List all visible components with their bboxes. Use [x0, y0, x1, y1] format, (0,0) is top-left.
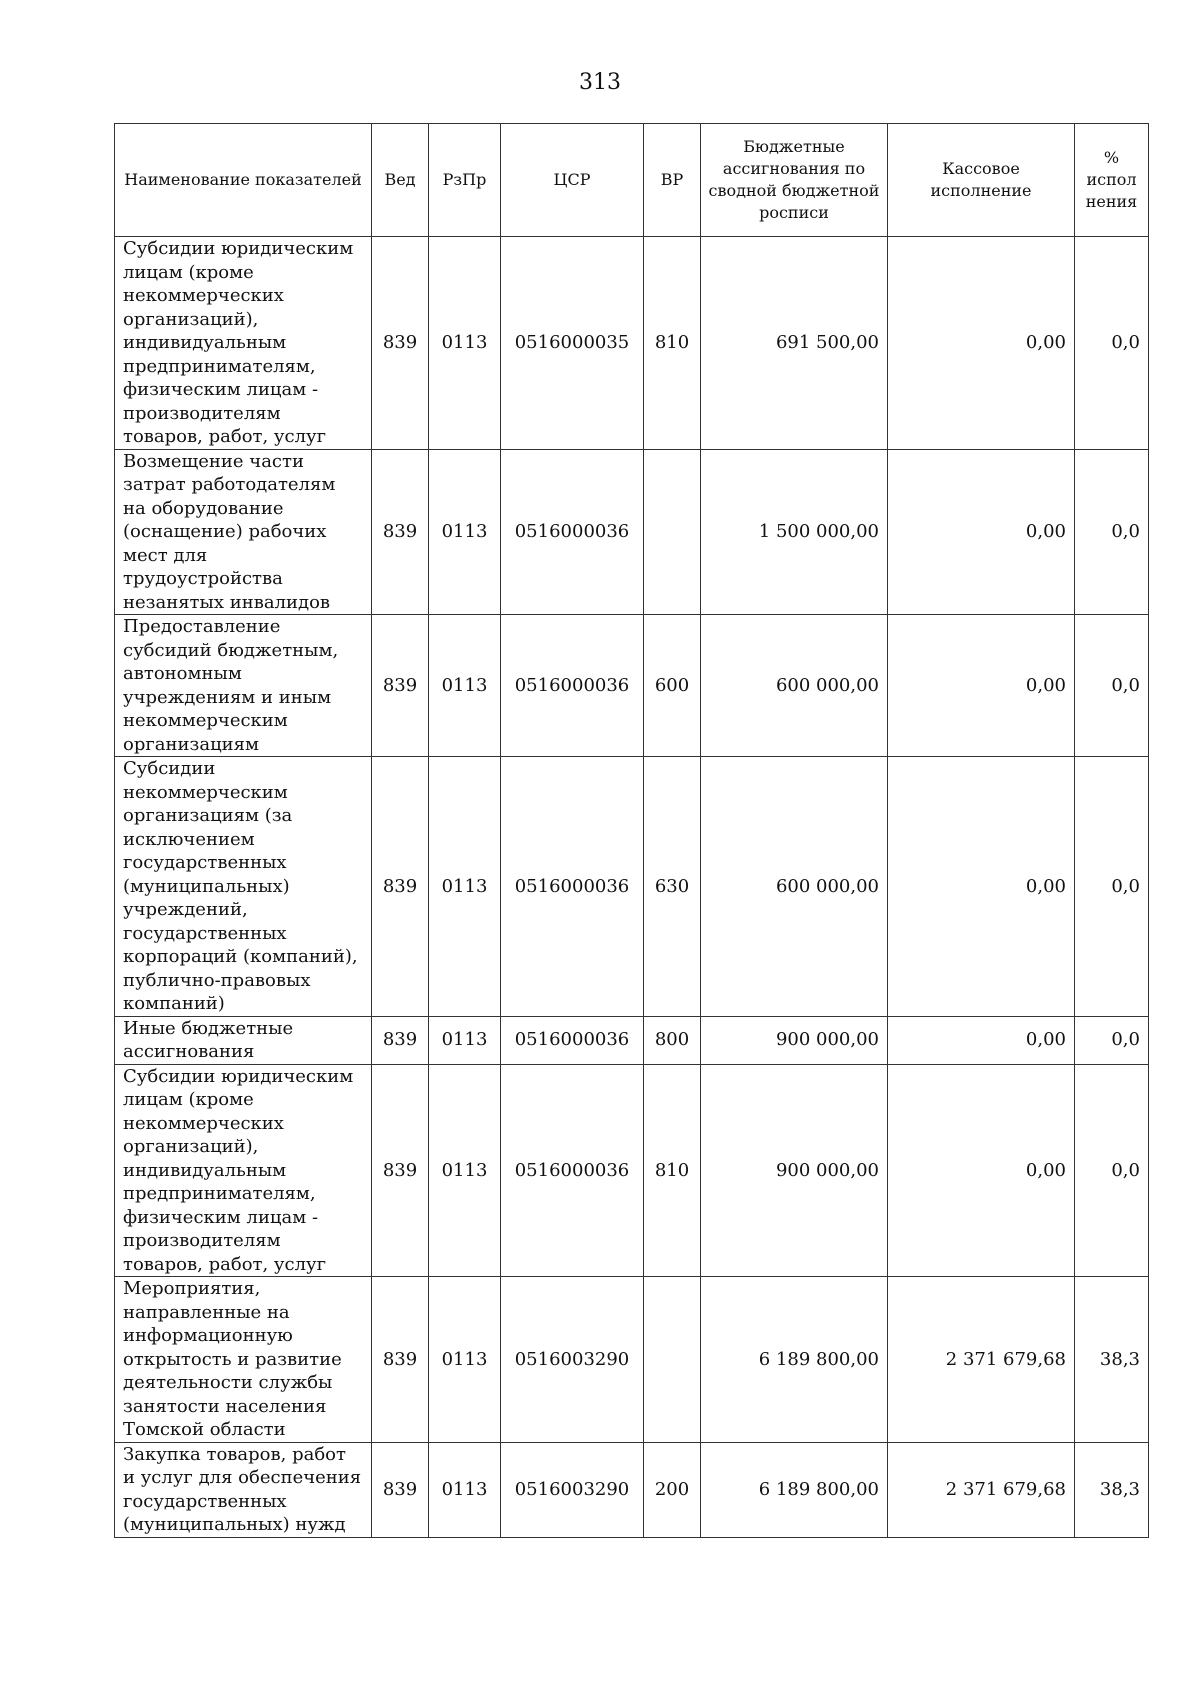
row-name: Субсидии юридическим лицам (кроме некоммерческих организаций), индивидуальным предпринимателям, физическим лицам - производителям товаров, работ, услуг [115, 237, 372, 450]
table-row [115, 449, 1149, 615]
row-percent-execution: 0,0 [1075, 1016, 1149, 1064]
row-ved: 839 [372, 1016, 429, 1064]
row-assignments: 600 000,00 [701, 757, 888, 1017]
header-vr: ВР [644, 124, 701, 237]
header-percent-execution: % испол нения [1075, 124, 1149, 237]
table-header-row [115, 124, 1149, 237]
row-name: Субсидии юридическим лицам (кроме некоммерческих организаций), индивидуальным предпринимателям, физическим лицам - производителям товаров, работ, услуг [115, 1064, 372, 1277]
row-ved: 839 [372, 237, 429, 450]
table-row [115, 1277, 1149, 1443]
row-vr: 810 [644, 237, 701, 450]
table-row [115, 757, 1149, 1017]
table-row [115, 615, 1149, 757]
row-rzpr: 0113 [429, 1016, 501, 1064]
row-vr: 810 [644, 1064, 701, 1277]
header-name: Наименование показателей [115, 124, 372, 237]
row-vr: 200 [644, 1442, 701, 1537]
row-percent-execution: 0,0 [1075, 1064, 1149, 1277]
row-rzpr: 0113 [429, 1277, 501, 1443]
row-vr: 600 [644, 615, 701, 757]
row-name: Субсидии некоммерческим организациям (за исключением государственных (муниципальных) учреждений, государственных корпораций (компаний), публично-правовых компаний) [115, 757, 372, 1017]
row-rzpr: 0113 [429, 237, 501, 450]
row-percent-execution: 0,0 [1075, 449, 1149, 615]
row-name: Мероприятия, направленные на информационную открытость и развитие деятельности службы занятости населения Томской области [115, 1277, 372, 1443]
row-vr: 630 [644, 757, 701, 1017]
row-cash-execution: 0,00 [888, 1064, 1075, 1277]
row-ved: 839 [372, 1442, 429, 1537]
row-rzpr: 0113 [429, 1064, 501, 1277]
row-ved: 839 [372, 757, 429, 1017]
table-row [115, 1064, 1149, 1277]
row-name: Закупка товаров, работ и услуг для обеспечения государственных (муниципальных) нужд [115, 1442, 372, 1537]
row-csr: 0516003290 [501, 1442, 644, 1537]
row-csr: 0516000036 [501, 449, 644, 615]
row-csr: 0516000036 [501, 615, 644, 757]
budget-execution-table [114, 123, 1149, 1538]
header-csr: ЦСР [501, 124, 644, 237]
row-cash-execution: 0,00 [888, 757, 1075, 1017]
row-name: Иные бюджетные ассигнования [115, 1016, 372, 1064]
row-rzpr: 0113 [429, 615, 501, 757]
row-ved: 839 [372, 449, 429, 615]
page-number: 313 [579, 70, 621, 95]
row-name: Предоставление субсидий бюджетным, автономным учреждениям и иным некоммерческим организациям [115, 615, 372, 757]
row-vr [644, 449, 701, 615]
header-ved: Вед [372, 124, 429, 237]
row-cash-execution: 2 371 679,68 [888, 1442, 1075, 1537]
header-cash-execution: Кассовое исполнение [888, 124, 1075, 237]
row-percent-execution: 0,0 [1075, 237, 1149, 450]
row-name: Возмещение части затрат работодателям на оборудование (оснащение) рабочих мест для трудоустройства незанятых инвалидов [115, 449, 372, 615]
row-vr: 800 [644, 1016, 701, 1064]
row-assignments: 6 189 800,00 [701, 1442, 888, 1537]
row-csr: 0516003290 [501, 1277, 644, 1443]
row-assignments: 900 000,00 [701, 1016, 888, 1064]
row-cash-execution: 0,00 [888, 615, 1075, 757]
row-cash-execution: 0,00 [888, 237, 1075, 450]
row-ved: 839 [372, 1277, 429, 1443]
header-assignments: Бюджетные ассигнования по сводной бюджетной росписи [701, 124, 888, 237]
row-cash-execution: 0,00 [888, 1016, 1075, 1064]
row-assignments: 600 000,00 [701, 615, 888, 757]
row-csr: 0516000035 [501, 237, 644, 450]
row-percent-execution: 0,0 [1075, 615, 1149, 757]
table-row [115, 1016, 1149, 1064]
row-percent-execution: 38,3 [1075, 1442, 1149, 1537]
row-rzpr: 0113 [429, 1442, 501, 1537]
row-ved: 839 [372, 1064, 429, 1277]
row-vr [644, 1277, 701, 1443]
row-rzpr: 0113 [429, 757, 501, 1017]
row-csr: 0516000036 [501, 757, 644, 1017]
row-assignments: 1 500 000,00 [701, 449, 888, 615]
row-assignments: 6 189 800,00 [701, 1277, 888, 1443]
row-cash-execution: 2 371 679,68 [888, 1277, 1075, 1443]
row-cash-execution: 0,00 [888, 449, 1075, 615]
row-rzpr: 0113 [429, 449, 501, 615]
row-csr: 0516000036 [501, 1064, 644, 1277]
row-csr: 0516000036 [501, 1016, 644, 1064]
table-row [115, 237, 1149, 450]
row-percent-execution: 0,0 [1075, 757, 1149, 1017]
header-rzpr: РзПр [429, 124, 501, 237]
row-assignments: 691 500,00 [701, 237, 888, 450]
row-percent-execution: 38,3 [1075, 1277, 1149, 1443]
row-assignments: 900 000,00 [701, 1064, 888, 1277]
row-ved: 839 [372, 615, 429, 757]
table-row [115, 1442, 1149, 1537]
